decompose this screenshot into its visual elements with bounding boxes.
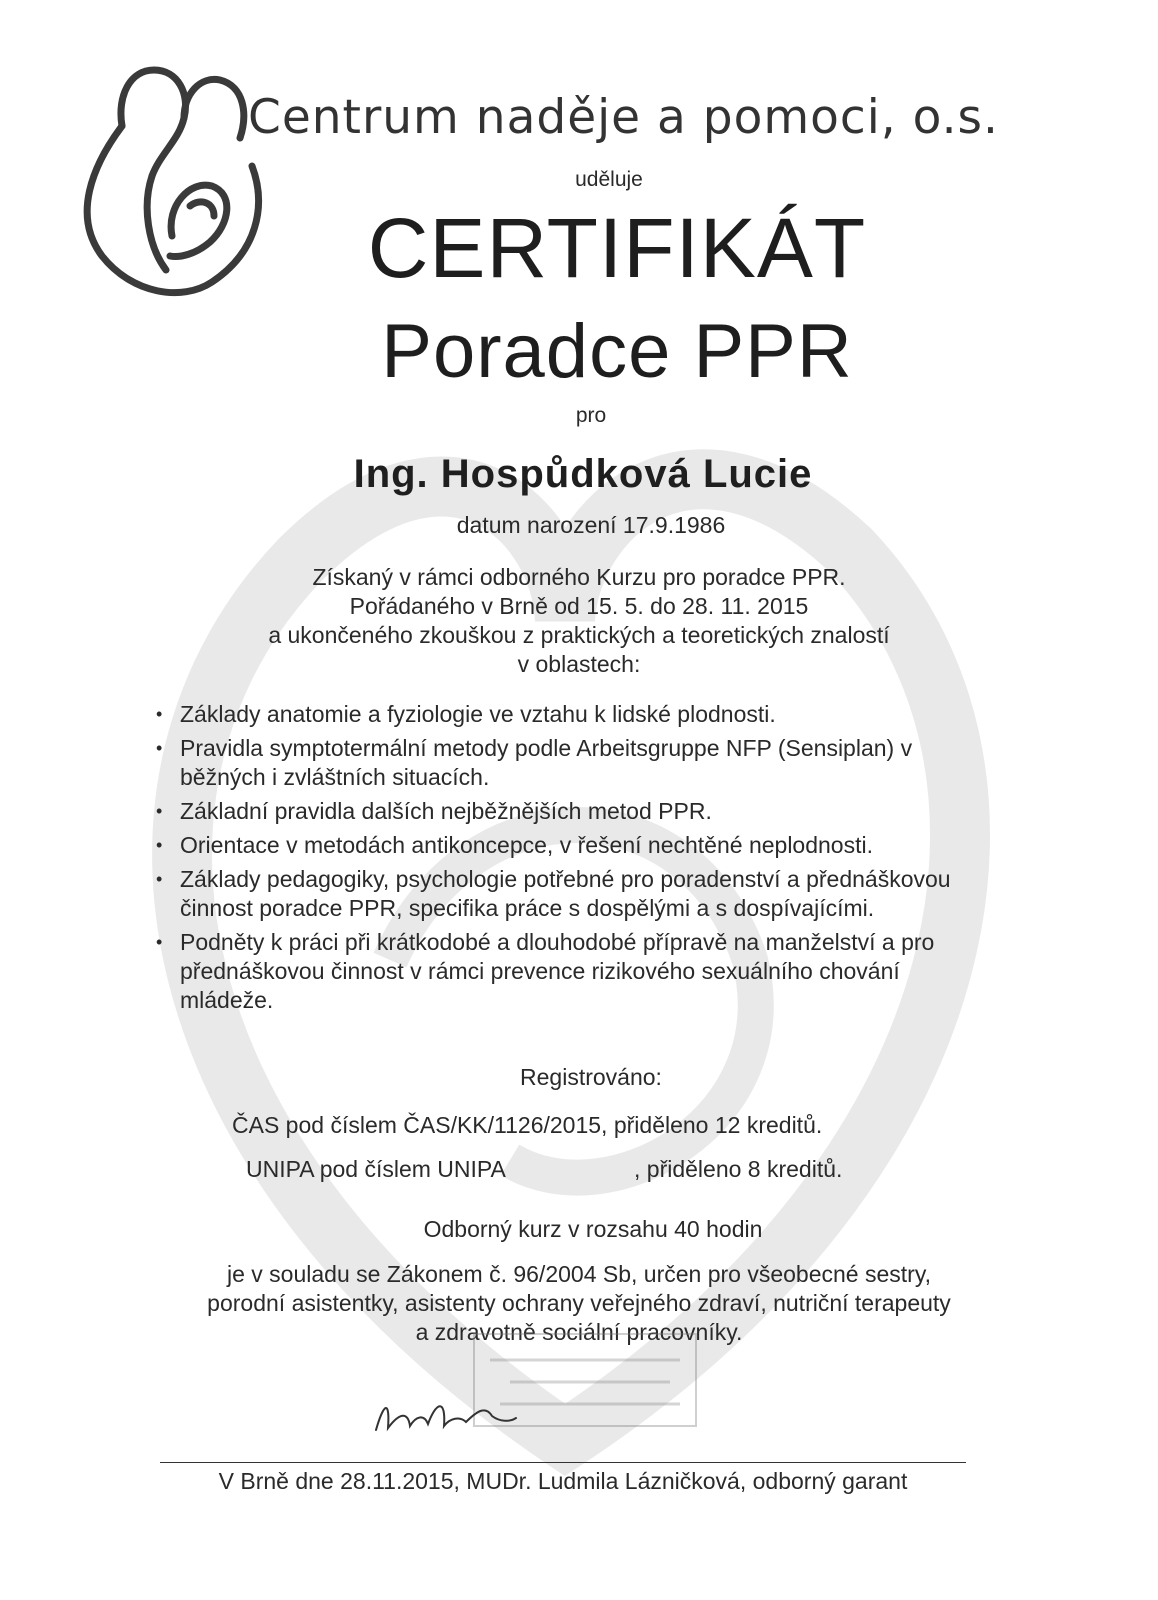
list-item: • Podněty k práci při krátkodobé a dlouhodobé přípravě na manželství a pro přednáškovou činnost v rámci prevence rizikového sexuálního chování mládeže. <box>150 928 970 1015</box>
recipient-name: Ing. Hospůdková Lucie <box>353 452 813 496</box>
list-item: • Orientace v metodách antikoncepce, v řešení nechtěné neplodnosti. <box>150 831 970 860</box>
intro-line: Pořádaného v Brně od 15. 5. do 28. 11. 2015 <box>349 593 809 619</box>
registration-unipa-prefix: UNIPA pod číslem UNIPA <box>246 1156 506 1182</box>
law-line: je v souladu se Zákonem č. 96/2004 Sb, určen pro všeobecné sestry, <box>226 1261 932 1287</box>
intro-paragraph <box>0 563 1158 679</box>
registration-cas: ČAS pod číslem ČAS/KK/1126/2015, přiděleno 12 kreditů. <box>232 1112 823 1138</box>
law-line: porodní asistentky, asistenty ochrany veřejného zdraví, nutriční terapeuty <box>207 1290 951 1316</box>
intro-line: Získaný v rámci odborného Kurzu pro poradce PPR. <box>312 564 846 590</box>
intro-line: a ukončeného zkouškou z praktických a teoretických znalostí <box>268 622 890 648</box>
list-item: • Pravidla symptotermální metody podle Arbeitsgruppe NFP (Sensiplan) v běžných i zvláštních situacích. <box>150 734 970 792</box>
birth-date: datum narození 17.9.1986 <box>456 512 726 538</box>
intro-line: v oblastech: <box>517 651 641 677</box>
law-line: a zdravotně sociální pracovníky. <box>415 1319 743 1345</box>
handwritten-signature-icon <box>370 1392 520 1438</box>
list-item: • Základní pravidla dalších nejběžnějších metod PPR. <box>150 797 970 826</box>
signature-line <box>160 1462 966 1463</box>
certificate-title: CERTIFIKÁT <box>367 201 867 295</box>
certificate-subtitle: Poradce PPR <box>381 309 853 394</box>
footer-place-date-signatory: V Brně dne 28.11.2015, MUDr. Ludmila Lázničková, odborný garant <box>218 1468 908 1494</box>
registration-label: Registrováno: <box>520 1064 662 1090</box>
list-item: • Základy pedagogiky, psychologie potřebné pro poradenství a přednáškovou činnost poradce PPR, specifika práce s dospělými a s dospívajícími. <box>150 865 970 923</box>
registration-unipa-suffix: , přiděleno 8 kreditů. <box>634 1156 843 1182</box>
awards-text: uděluje <box>575 168 643 191</box>
list-item: • Základy anatomie a fyziologie ve vztahu k lidské plodnosti. <box>150 700 970 729</box>
topics-list <box>150 700 970 1020</box>
for-word: pro <box>575 404 607 427</box>
course-scope: Odborný kurz v rozsahu 40 hodin <box>423 1216 763 1242</box>
organization-name: Centrum naděje a pomoci, o.s. <box>248 90 999 145</box>
